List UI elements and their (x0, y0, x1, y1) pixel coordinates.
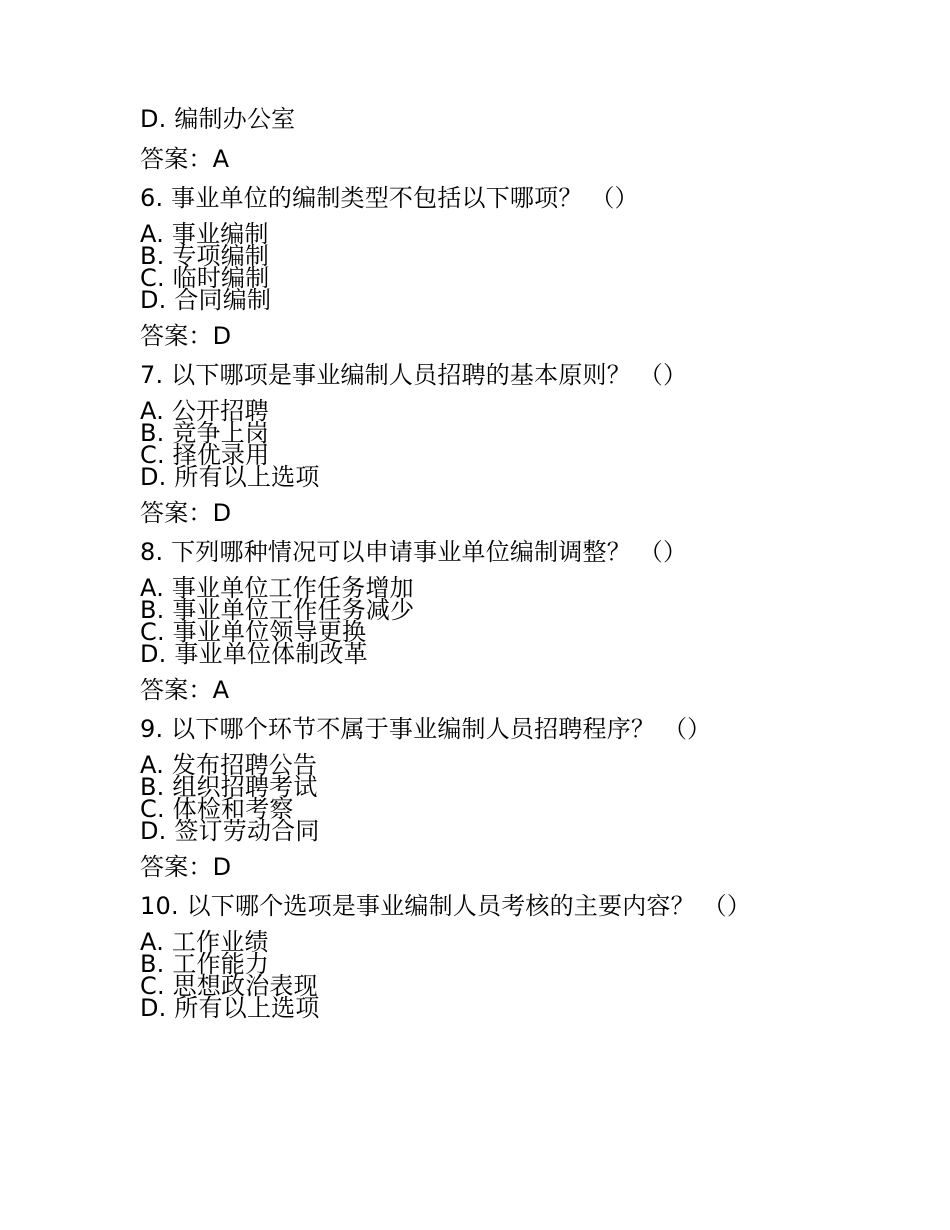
prev-answer: 答案：A (140, 145, 230, 173)
options-list (140, 220, 900, 314)
question-8 (140, 537, 900, 705)
question-10 (140, 891, 900, 1022)
option-d: D. 所有以上选项 (140, 463, 320, 491)
option-b: B. 竞争上岗 (140, 419, 270, 447)
option-a: A. 工作业绩 (140, 928, 269, 956)
question-6 (140, 183, 900, 351)
question-stem: 7. 以下哪项是事业编制人员招聘的基本原则？ （） (140, 361, 688, 389)
answer: 答案：D (140, 499, 232, 527)
question-7 (140, 360, 900, 528)
option-b: B. 工作能力 (140, 950, 270, 978)
option-a: A. 公开招聘 (140, 397, 269, 425)
options-list (140, 751, 900, 845)
option-d: D. 事业单位体制改革 (140, 640, 368, 668)
option-c: C. 体检和考察 (140, 795, 294, 823)
option-a: A. 发布招聘公告 (140, 751, 318, 779)
option-c: C. 事业单位领导更换 (140, 618, 367, 646)
answer: 答案：D (140, 853, 232, 881)
question-stem: 8. 下列哪种情况可以申请事业单位编制调整？ （） (140, 538, 688, 566)
options-list (140, 928, 900, 1022)
answer: 答案：D (140, 322, 232, 350)
document-page (140, 104, 900, 1027)
option-c: C. 临时编制 (140, 264, 270, 292)
options-list (140, 574, 900, 668)
option-d: D. 签订劳动合同 (140, 817, 320, 845)
question-stem: 9. 以下哪个环节不属于事业编制人员招聘程序？ （） (140, 715, 712, 743)
option-d: D. 合同编制 (140, 286, 272, 314)
option-b: B. 专项编制 (140, 242, 270, 270)
question-9 (140, 714, 900, 882)
option-c: C. 思想政治表现 (140, 972, 318, 1000)
option-a: A. 事业编制 (140, 220, 269, 248)
question-stem: 10. 以下哪个选项是事业编制人员考核的主要内容？ （） (140, 892, 752, 920)
option-a: A. 事业单位工作任务增加 (140, 574, 414, 602)
option-c: C. 择优录用 (140, 441, 270, 469)
question-stem: 6. 事业单位的编制类型不包括以下哪项？ （） (140, 184, 639, 212)
options-list (140, 397, 900, 491)
option-b: B. 事业单位工作任务减少 (140, 596, 415, 624)
option-d: D. 所有以上选项 (140, 994, 320, 1022)
option-b: B. 组织招聘考试 (140, 773, 318, 801)
prev-option-d: D. 编制办公室 (140, 105, 296, 133)
answer: 答案：A (140, 676, 230, 704)
